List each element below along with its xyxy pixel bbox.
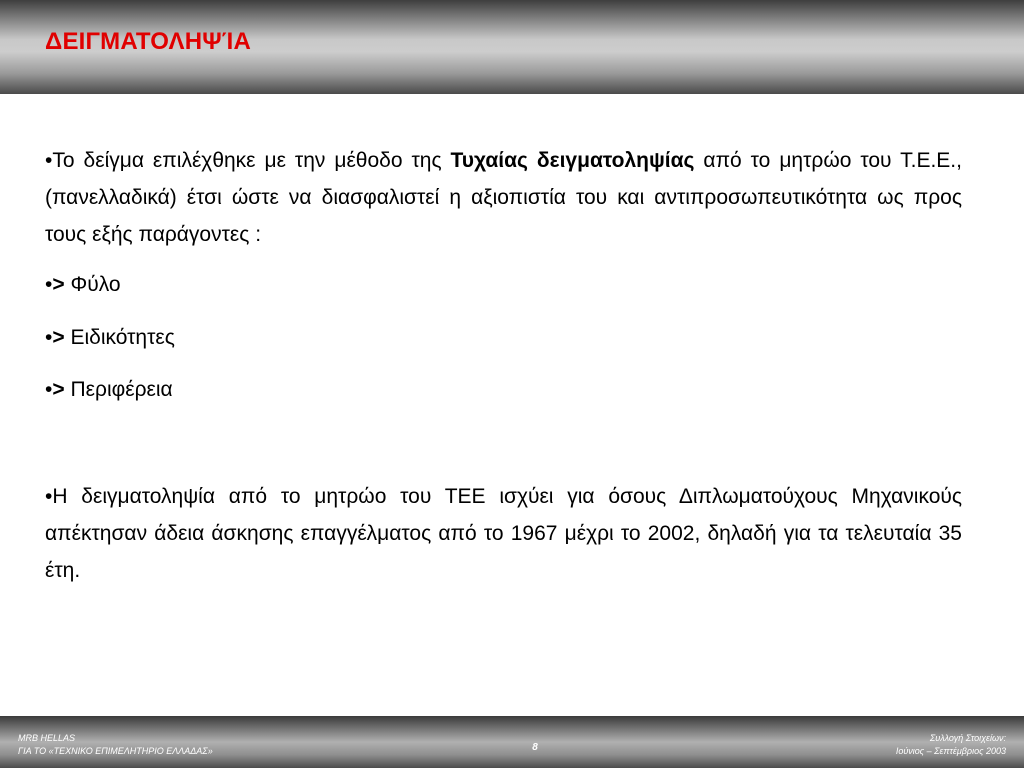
factor-item-specialties [45, 319, 175, 356]
footer-collection-period: Ιούνιος – Σεπτέμβριος 2003 [895, 746, 1006, 756]
footer-company: MRB HELLAS [18, 733, 76, 743]
paragraph-text: Το δείγμα επιλέχθηκε με την μέθοδο της [52, 149, 451, 172]
bullet: • [45, 273, 53, 296]
footer-collection-label: Συλλογή Στοιχείων: [929, 733, 1006, 743]
arrow-icon: > [52, 273, 65, 296]
bullet: • [45, 149, 53, 172]
factor-label: Ειδικότητες [70, 326, 175, 349]
factor-item-gender [45, 266, 121, 303]
footer-client: ΓΙΑ ΤΟ «ΤΕΧΝΙΚΟ ΕΠΙΜΕΛΗΤΗΡΙΟ ΕΛΛΑΔΑΣ» [18, 746, 213, 756]
bullet: • [45, 378, 53, 401]
emphasis-text: Τυχαίας δειγματοληψίας [450, 149, 695, 172]
footer-left [18, 732, 213, 758]
page-number: 8 [532, 742, 538, 753]
bullet: • [45, 326, 53, 349]
arrow-icon: > [52, 378, 65, 401]
sampling-method-paragraph [45, 142, 962, 253]
factor-label: Φύλο [70, 273, 121, 296]
factor-label: Περιφέρεια [70, 378, 173, 401]
slide-content [45, 142, 962, 582]
paragraph-text: Η δειγματοληψία από το μητρώο του ΤΕΕ ισχύει για όσους Διπλωματούχους Μηχανικούς απέκτησαν άδεια άσκησης επαγγέλματος από το 1967 μέχρι το 2002, δηλαδή για τα τελευταία 35 έτη. [45, 485, 962, 582]
factor-item-region [45, 371, 173, 408]
bullet: • [45, 485, 53, 508]
paragraph-text: από το μητρώο του Τ.Ε.Ε., (πανελλαδικά) έτσι ώστε να διασφαλιστεί η αξιοπιστία του και αντιπροσωπευτικότητα ως προς τους εξής παράγοντες : [45, 149, 962, 246]
footer-right [896, 732, 1006, 758]
slide-title: ΔΕΙΓΜΑΤΟΛΗΨΊΑ [45, 28, 251, 55]
arrow-icon: > [52, 326, 65, 349]
registry-paragraph [45, 478, 962, 589]
